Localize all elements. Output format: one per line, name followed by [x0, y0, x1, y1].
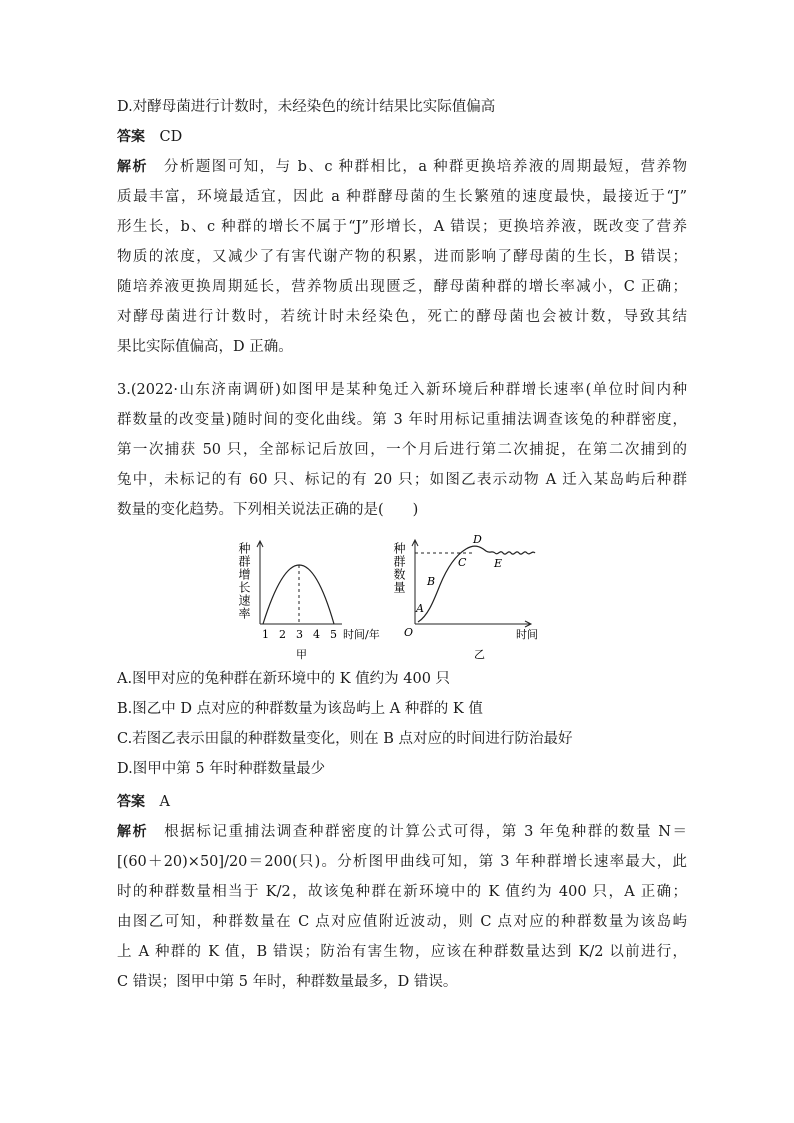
q3-analysis-line-2: [(60＋20)×50]/20＝200(只)。分析图甲曲线可知，第 3 年种群增长速率最大，此 — [117, 854, 687, 870]
q2-analysis-line-3: 形生长，b、c 种群的增长不属于“J”形增长，A 错误；更换培养液，既改变了营养 — [117, 219, 687, 235]
right-point-e: E — [494, 557, 503, 570]
left-tick-2: 2 — [279, 628, 286, 641]
q2-analysis-line-1: 解析 分析题图可知，与 b、c 种群相比，a 种群更换培养液的周期最短，营养物 — [117, 159, 687, 175]
q3-analysis-line-3: 时的种群数量相当于 K/2，故该兔种群在新环境中的 K 值约为 400 只，A 正确； — [117, 884, 687, 900]
q3-analysis-line-1: 解析 根据标记重捕法调查种群密度的计算公式可得，第 3 年兔种群的数量 N＝ — [117, 824, 687, 840]
q2-answer-label: 答案 — [117, 129, 145, 145]
q2-analysis-line-6: 对酵母菌进行计数时，若统计时未经染色，死亡的酵母菌也会被计数，导致其结 — [117, 309, 687, 325]
q3-stem-line-4: 兔中，未标记的有 60 只、标记的有 20 只；如图乙表示动物 A 迁入某岛屿后种群 — [117, 472, 687, 488]
right-population-curve — [418, 546, 535, 622]
q3-answer-label: 答案 — [117, 794, 145, 810]
q3-analysis-line-5: 上 A 种群的 K 值，B 错误；防治有害生物，应该在种群数量达到 K/2 以前进行， — [117, 944, 687, 960]
q3-option-d: D.图甲中第 5 年时种群数量最少 — [117, 761, 326, 777]
left-y-label: 种群增长速率 — [237, 542, 251, 620]
q3-stem-line-3: 第一次捕获 50 只，全部标记后放回，一个月后进行第二次捕捉，在第二次捕到的 — [117, 442, 687, 458]
q3-answer-value: A — [159, 794, 170, 810]
left-caption: 甲 — [296, 648, 307, 661]
q2-analysis-label: 解析 — [117, 159, 148, 175]
q2-analysis-line-4: 物质的浓度，又减少了有害代谢产物的积累，进而影响了酵母菌的生长，B 错误； — [117, 249, 687, 265]
right-origin-label: O — [404, 626, 414, 639]
left-tick-3: 3 — [296, 628, 303, 641]
q3-stem-line-2: 群数量的改变量)随时间的变化曲线。第 3 年时用标记重捕法调查该兔的种群密度， — [117, 412, 687, 428]
left-tick-1: 1 — [262, 628, 269, 641]
right-caption: 乙 — [474, 648, 485, 661]
q3-option-b: B.图乙中 D 点对应的种群数量为该岛屿上 A 种群的 K 值 — [117, 701, 483, 717]
left-tick-4: 4 — [313, 628, 320, 641]
left-tick-5: 5 — [330, 628, 337, 641]
right-point-d: D — [473, 533, 482, 546]
q3-analysis-label: 解析 — [117, 824, 149, 840]
q3-analysis-line-6: C 错误；图甲中第 5 年时，种群数量最多，D 错误。 — [117, 974, 458, 990]
q3-analysis-line-4: 由图乙可知，种群数量在 C 点对应值附近波动，则 C 点对应的种群数量为该岛屿 — [117, 914, 687, 930]
q3-option-a: A.图甲对应的兔种群在新环境中的 K 值约为 400 只 — [117, 671, 451, 687]
q3-figure — [230, 530, 560, 665]
q2-analysis-line-2: 质最丰富，环境最适宜，因此 a 种群酵母菌的生长繁殖的速度最快，最接近于“J” — [117, 189, 687, 205]
q2-answer-value: CD — [159, 129, 183, 145]
figure-left-graph — [257, 541, 342, 624]
right-point-c: C — [458, 556, 467, 569]
q3-stem-line-5: 数量的变化趋势。下列相关说法正确的是( ) — [117, 502, 419, 518]
right-point-a: A — [416, 602, 424, 615]
q2-option-d: D.对酵母菌进行计数时，未经染色的统计结果比实际值偏高 — [117, 99, 496, 115]
right-x-label: 时间 — [516, 628, 538, 641]
q2-analysis-line-5: 随培养液更换周期延长，营养物质出现匮乏，酵母菌种群的增长率减小，C 正确； — [117, 279, 687, 295]
left-x-label: 时间/年 — [343, 628, 380, 641]
q3-stem-line-1: 3.(2022·山东济南调研)如图甲是某种兔迁入新环境后种群增长速率(单位时间内种 — [117, 382, 687, 398]
q3-figure-svg — [230, 530, 560, 665]
q3-option-c: C.若图乙表示田鼠的种群数量变化，则在 B 点对应的时间进行防治最好 — [117, 731, 573, 747]
q3-answer — [117, 792, 687, 812]
q2-answer — [117, 127, 687, 147]
right-y-label: 种群数量 — [392, 542, 406, 594]
right-point-b: B — [427, 575, 436, 588]
q2-analysis-line-7: 果比实际值偏高，D 正确。 — [117, 339, 293, 355]
